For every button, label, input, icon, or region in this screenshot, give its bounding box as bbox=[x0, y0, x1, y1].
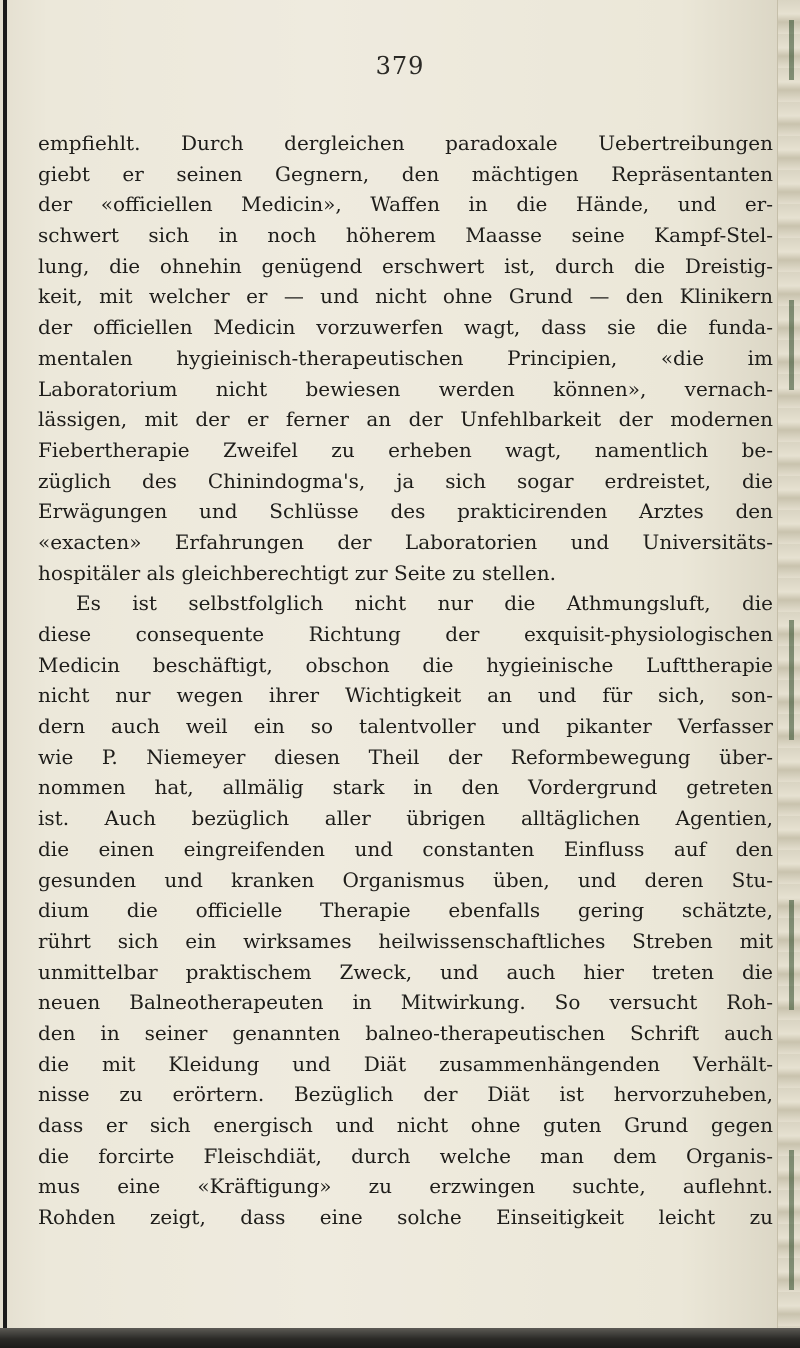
text-line: dass er sich energisch und nicht ohne guten Grund gegen bbox=[38, 1113, 773, 1137]
text-line: Medicin beschäftigt, obschon die hygieinische Lufttherapie bbox=[38, 652, 773, 677]
edge-mark bbox=[789, 300, 794, 390]
text-line: nommen hat, allmälig stark in den Vordergrund getreten bbox=[38, 775, 773, 800]
text-line: nisse zu erörtern. Bezüglich der Diät ist hervorzuheben, bbox=[38, 1082, 773, 1107]
text-line: züglich des Chinindogma's, ja sich sogar erdreistet, die bbox=[38, 468, 773, 493]
text-line: lung, die ohnehin genügend erschwert ist, durch die Dreistig- bbox=[38, 253, 773, 278]
text-line: Es ist selbstfolglich nicht nur die Athmungsluft, die bbox=[76, 591, 773, 616]
text-line: die forcirte Fleischdiät, durch welche man dem Organis- bbox=[38, 1143, 773, 1168]
text-line: dium die officielle Therapie ebenfalls gering schätzte, bbox=[38, 898, 773, 923]
text-line: nicht nur wegen ihrer Wichtigkeit an und für sich, son- bbox=[38, 683, 773, 708]
text-line: die mit Kleidung und Diät zusammenhängenden Verhält- bbox=[38, 1051, 773, 1076]
text-line: ist. Auch bezüglich aller übrigen alltäglichen Agentien, bbox=[38, 806, 773, 831]
text-line: hospitäler als gleichberechtigt zur Seite zu stellen. bbox=[38, 560, 556, 585]
text-line: giebt er seinen Gegnern, den mächtigen Repräsentanten bbox=[38, 161, 773, 186]
edge-mark bbox=[789, 620, 794, 740]
text-line: schwert sich in noch höherem Maasse seine Kampf-Stel- bbox=[38, 223, 773, 248]
text-line: keit, mit welcher er — und nicht ohne Grund — den Klinikern bbox=[38, 284, 773, 309]
text-line: Laboratorium nicht bewiesen werden können», vernach- bbox=[38, 376, 773, 401]
text-line: Erwägungen und Schlüsse des prakticirenden Arztes den bbox=[38, 499, 773, 524]
page-number: 379 bbox=[375, 52, 425, 80]
text-line: Fiebertherapie Zweifel zu erheben wagt, namentlich be- bbox=[38, 437, 773, 462]
text-line: die einen eingreifenden und constanten Einfluss auf den bbox=[38, 836, 773, 861]
text-line: mentalen hygieinisch-therapeutischen Principien, «die im bbox=[38, 345, 773, 370]
text-line: lässigen, mit der er ferner an der Unfehlbarkeit der modernen bbox=[38, 407, 773, 432]
edge-mark bbox=[789, 1150, 794, 1290]
text-line: Rohden zeigt, dass eine solche Einseitigkeit leicht zu bbox=[38, 1205, 773, 1230]
text-line: den in seiner genannten balneo-therapeutischen Schrift auch bbox=[38, 1020, 773, 1045]
text-line: mus eine «Kräftigung» zu erzwingen suchte, auflehnt. bbox=[38, 1174, 773, 1199]
edge-mark bbox=[789, 900, 794, 1010]
left-margin-rule bbox=[3, 0, 7, 1348]
text-line: «exacten» Erfahrungen der Laboratorien und Universitäts- bbox=[38, 529, 773, 554]
text-line: wie P. Niemeyer diesen Theil der Reformbewegung über- bbox=[38, 744, 773, 769]
text-line: der «officiellen Medicin», Waffen in die Hände, und er- bbox=[38, 192, 773, 217]
text-line: der officiellen Medicin vorzuwerfen wagt, dass sie die funda- bbox=[38, 315, 773, 340]
text-line: rührt sich ein wirksames heilwissenschaftliches Streben mit bbox=[38, 928, 773, 953]
text-line: unmittelbar praktischem Zweck, und auch hier treten die bbox=[38, 959, 773, 984]
page-edge-shadow bbox=[777, 0, 800, 1348]
text-line: dern auch weil ein so talentvoller und pikanter Verfasser bbox=[38, 714, 773, 739]
text-line: empfiehlt. Durch dergleichen paradoxale Uebertreibungen bbox=[38, 131, 773, 155]
text-line: neuen Balneotherapeuten in Mitwirkung. So versucht Roh- bbox=[38, 990, 773, 1015]
body-text bbox=[38, 128, 773, 1233]
text-line: gesunden und kranken Organismus üben, und deren Stu- bbox=[38, 867, 773, 892]
text-line: diese consequente Richtung der exquisit-physiologischen bbox=[38, 622, 773, 646]
page-bottom-shadow bbox=[0, 1328, 800, 1348]
